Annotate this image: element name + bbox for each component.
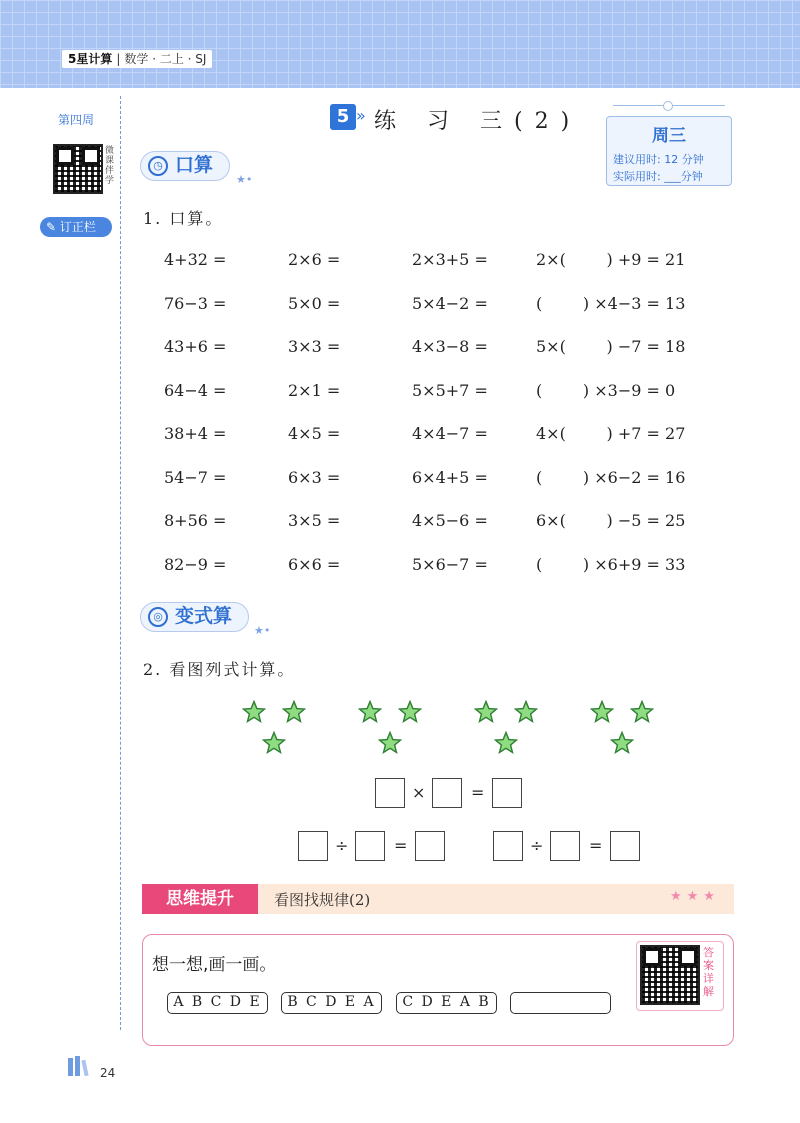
calc-item: 76−3 = [164, 293, 227, 313]
calc-item: ( ) ×4−3 = 13 [536, 293, 686, 313]
calc-item: 6×4+5 = [412, 467, 488, 487]
answer-box[interactable] [415, 831, 445, 861]
equals-sign: = [394, 836, 408, 855]
book-name: 5星计算 [68, 52, 113, 66]
calc-item: 5×4−2 = [412, 293, 488, 313]
star-icon [610, 731, 634, 755]
thinking-prompt: 想一想,画一画。 [152, 955, 277, 975]
star-icon: ★• [254, 624, 271, 637]
answer-box[interactable] [298, 831, 328, 861]
book-separator: | [116, 52, 121, 66]
calc-item: ( ) ×6+9 = 33 [536, 554, 686, 574]
calc-item: 2×1 = [288, 380, 341, 400]
calc-item: 54−7 = [164, 467, 227, 487]
calc-item: 4×4−7 = [412, 424, 488, 443]
calc-item: 4×5−6 = [412, 511, 488, 530]
left-rail [120, 96, 121, 1030]
section-mental-math-label: 口算 [175, 154, 214, 176]
calc-item: 6×( ) −5 = 25 [536, 511, 686, 530]
section-mental-math [140, 151, 230, 181]
sequence-card: C D E A B [396, 992, 497, 1014]
question-1-title: 1. 口算。 [143, 209, 224, 228]
answer-box[interactable] [550, 831, 580, 861]
calc-item: 5×6−7 = [412, 554, 488, 574]
section-variant-label: 变式算 [175, 605, 233, 627]
calc-item: 2×( ) +9 = 21 [536, 250, 686, 269]
calc-item: 3×3 = [288, 337, 341, 356]
correction-label: 订正栏 [59, 220, 96, 234]
page-number: 24 [100, 1066, 116, 1080]
date-day: 周三 [652, 126, 686, 146]
chevron-right-icon: » [356, 106, 366, 125]
calc-item: 38+4 = [164, 424, 227, 443]
star-icon [514, 700, 538, 724]
thinking-tag: 思维提升 [142, 884, 258, 914]
book-subject: 数学 · 二上 · SJ [124, 52, 207, 66]
calc-item: 5×0 = [288, 293, 341, 313]
star-icon [262, 731, 286, 755]
qr-caption: 微课伴学 [105, 146, 115, 186]
calc-item: 5×( ) −7 = 18 [536, 337, 686, 356]
calc-item: ( ) ×6−2 = 16 [536, 467, 686, 487]
difficulty-stars: ★★★ [670, 889, 720, 904]
book-tag [62, 50, 212, 68]
star-icon [358, 700, 382, 724]
calc-item: 4×5 = [288, 424, 341, 443]
answer-box[interactable] [375, 778, 405, 808]
suggested-time: 建议用时: 12 分钟 [613, 153, 704, 166]
header-band [0, 0, 800, 88]
week-label: 第四周 [58, 113, 95, 127]
calc-item: 8+56 = [164, 511, 227, 530]
calc-item: 6×6 = [288, 554, 341, 574]
star-icon [242, 700, 266, 724]
answer-box[interactable] [432, 778, 462, 808]
calc-item: ( ) ×3−9 = 0 [536, 380, 676, 400]
sequence-card: B C D E A [281, 992, 382, 1014]
section-variant [140, 602, 249, 632]
calc-item: 64−4 = [164, 380, 227, 400]
star-icon: ★• [236, 173, 253, 186]
calc-item: 5×5+7 = [412, 380, 488, 400]
date-card [606, 116, 732, 186]
page-title: 练 习 三(2) [374, 109, 582, 134]
calc-item: 2×3+5 = [412, 250, 488, 269]
star-icon [590, 700, 614, 724]
star-icon [398, 700, 422, 724]
lesson-number: 5 [330, 104, 356, 130]
calc-item: 4+32 = [164, 250, 227, 269]
star-icon [630, 700, 654, 724]
answer-caption: 答案详解 [703, 946, 714, 998]
sequence-answer-card[interactable] [510, 992, 611, 1014]
actual-time: 实际用时: ___分钟 [613, 170, 703, 183]
thinking-subtitle: 看图找规律(2) [274, 891, 371, 909]
calc-item: 82−9 = [164, 554, 227, 574]
qr-code-icon [640, 945, 700, 1005]
correction-tag: ✎ 订正栏 [40, 217, 112, 237]
equals-sign: = [589, 836, 603, 855]
times-sign: × [412, 783, 426, 802]
star-icon [494, 731, 518, 755]
pin-icon [663, 101, 673, 111]
calc-item: 2×6 = [288, 250, 341, 269]
star-icon [282, 700, 306, 724]
divide-sign: ÷ [530, 836, 544, 855]
divide-sign: ÷ [335, 836, 349, 855]
calc-item: 43+6 = [164, 337, 227, 356]
equals-sign: = [471, 783, 485, 802]
answer-box[interactable] [610, 831, 640, 861]
answer-box[interactable] [492, 778, 522, 808]
sequence-card: A B C D E [167, 992, 268, 1014]
calc-item: 6×3 = [288, 467, 341, 487]
target-icon: ◎ [148, 607, 168, 627]
qr-code-icon [53, 144, 103, 194]
calc-item: 3×5 = [288, 511, 341, 530]
question-2-title: 2. 看图列式计算。 [143, 660, 296, 679]
answer-box[interactable] [493, 831, 523, 861]
calc-item: 4×3−8 = [412, 337, 488, 356]
answer-box[interactable] [355, 831, 385, 861]
star-icon [474, 700, 498, 724]
books-icon [66, 1054, 96, 1076]
star-icon [378, 731, 402, 755]
stopwatch-icon: ◷ [148, 156, 168, 176]
calc-item: 4×( ) +7 = 27 [536, 424, 686, 443]
